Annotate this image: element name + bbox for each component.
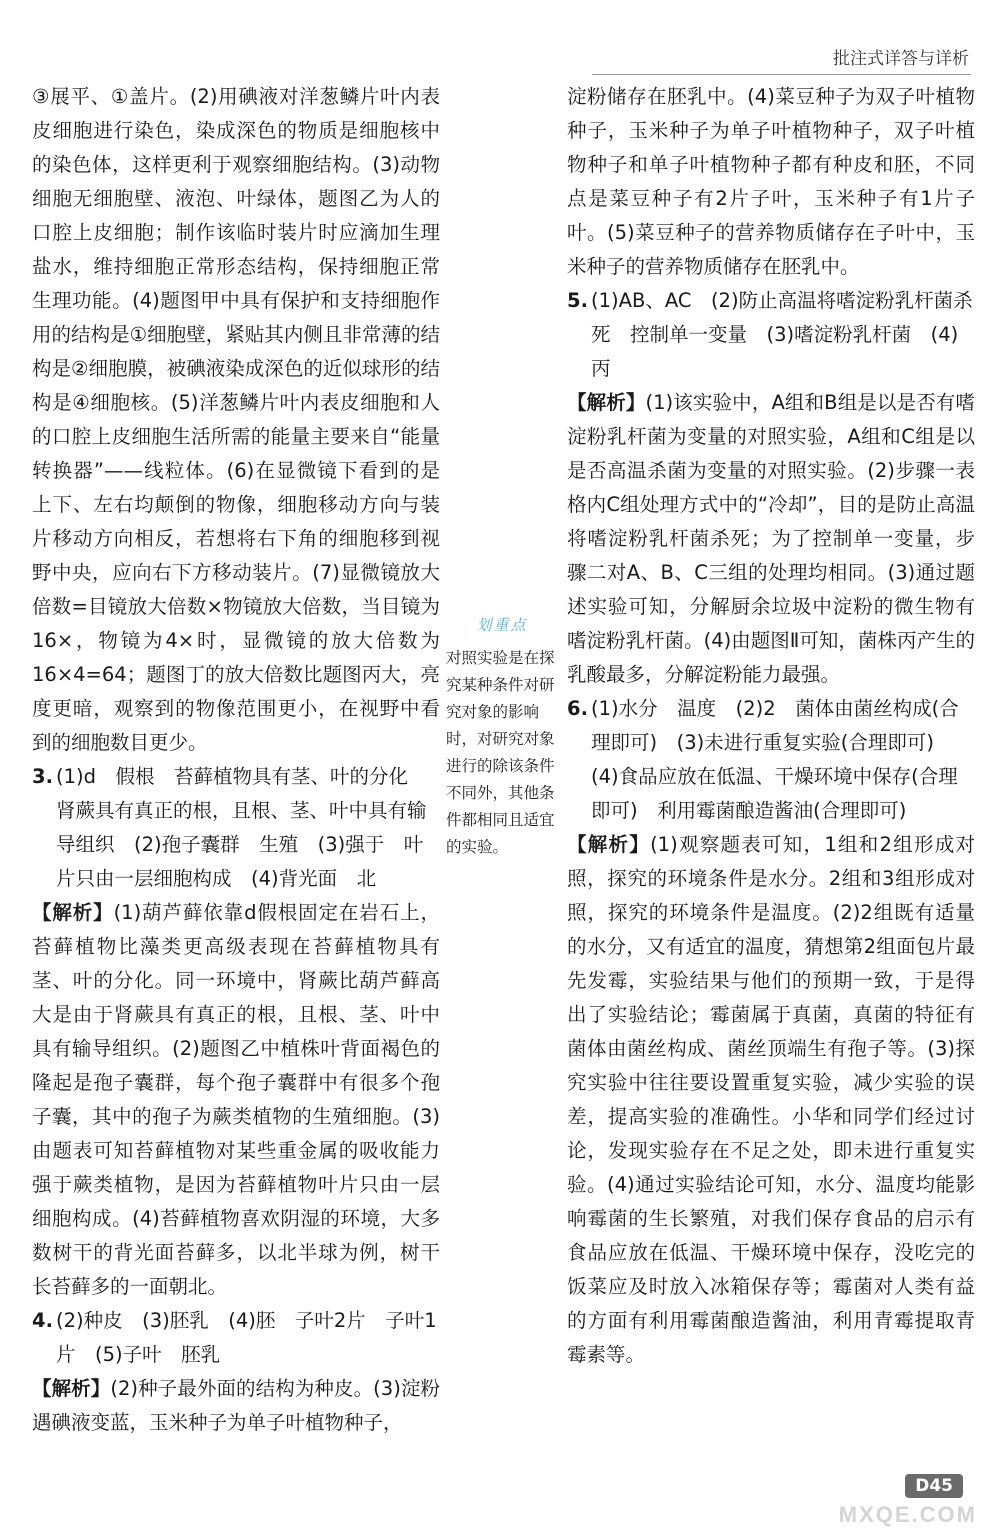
analysis-label: 【解析】 bbox=[32, 1377, 111, 1400]
question-5-number: 5. bbox=[567, 289, 588, 312]
side-note bbox=[446, 612, 558, 861]
question-3-number: 3. bbox=[32, 765, 53, 788]
side-note-text: 对照实验是在探究某种条件对研究对象的影响时，对研究对象进行的除该条件不同外，其他条件都相同且适宜的实验。 bbox=[446, 649, 555, 856]
intro-paragraph: ③展平、①盖片。(2)用碘液对洋葱鳞片叶内表皮细胞进行染色，染成深色的物质是细胞核中的染色体，这样更利于观察细胞结构。(3)动物细胞无细胞壁、液泡、叶绿体，题图乙为人的口腔上皮细胞；制作该临时装片时应滴加生理盐水，维持细胞正常形态结构，保持细胞正常生理功能。(4)题图甲中具有保护和支持细胞作用的结构是①细胞壁，紧贴其内侧且非常薄的结构是②细胞膜，被碘液染成深色的近似球形的结构是④细胞核。(5)洋葱鳞片叶内表皮细胞和人的口腔上皮细胞生活所需的能量主要来自“能量转换器”——线粒体。(6)在显微镜下看到的是上下、左右均颠倒的物像，细胞移动方向与装片移动方向相反，若想将右下角的细胞移到视野中央，应向右下方移动装片。(7)显微镜放大倍数=目镜放大倍数×物镜放大倍数，当目镜为16×，物镜为4×时，显微镜的放大倍数为16×4=64；题图丁的放大倍数比题图丙大，亮度更暗，观察到的物像范围更小，在视野中看到的细胞数目更少。 bbox=[32, 85, 440, 754]
analysis-label: 【解析】 bbox=[32, 901, 114, 924]
watermark: MXQE.COM bbox=[838, 1502, 977, 1527]
header-rule bbox=[592, 74, 971, 75]
question-4-analysis bbox=[32, 1372, 440, 1440]
question-5-analysis bbox=[567, 386, 975, 692]
question-5-analysis-text: (1)该实验中，A组和B组是以是否有嗜淀粉乳杆菌为变量的对照实验，A组和C组是以是否高温杀菌为变量的对照实验。(2)步骤一表格内C组处理方式中的“冷却”，目的是防止高温将嗜淀粉乳杆菌杀死；为了控制单一变量，步骤二对A、B、C三组的处理均相同。(3)通过题述实验可知，分解厨余垃圾中淀粉的微生物有嗜淀粉乳杆菌。(4)由题图Ⅱ可知，菌株丙产生的乳酸最多，分解淀粉能力最强。 bbox=[567, 391, 975, 686]
question-3-analysis-text: (1)葫芦藓依靠d假根固定在岩石上，苔藓植物比藻类更高级表现在苔藓植物具有茎、叶的分化。同一环境中，肾蕨比葫芦藓高大是由于肾蕨具有真正的根，且根、茎、叶中具有输导组织。(2)题图乙中植株叶背面褐色的隆起是孢子囊群，每个孢子囊群中有很多个孢子囊，其中的孢子为蕨类植物的生殖细胞。(3)由题表可知苔藓植物对某些重金属的吸收能力强于蕨类植物，是因为苔藓植物叶片只由一层细胞构成。(4)苔藓植物喜欢阴湿的环境，大多数树干的背光面苔藓多，以北半球为例，树干长苔藓多的一面朝北。 bbox=[32, 901, 440, 1298]
question-4-answer-text: (2)种皮 (3)胚乳 (4)胚 子叶2片 子叶1片 (5)子叶 胚乳 bbox=[56, 1309, 437, 1366]
question-6-analysis-text: (1)观察题表可知，1组和2组形成对照，探究的环境条件是水分。2组和3组形成对照，探究的环境条件是温度。(2)2组既有适量的水分，又有适宜的温度，猜想第2组面包片最先发霉，实验结果与他们的预期一致，于是得出了实验结论；霉菌属于真菌，真菌的特征有菌体由菌丝构成、菌丝顶端生有孢子等。(3)探究实验中往往要设置重复实验，减少实验的误差，提高实验的准确性。小华和同学们经过讨论，发现实验存在不足之处，即未进行重复实验。(4)通过实验结论可知，水分、温度均能影响霉菌的生长繁殖，对我们保存食品的启示有食品应放在低温、干燥环境中保存，没吃完的饭菜应及时放入冰箱保存等；霉菌对人类有益的方面有利用霉菌酿造酱油，利用青霉提取青霉素等。 bbox=[567, 833, 975, 1366]
side-note-title: 划重点 bbox=[476, 616, 528, 634]
right-column bbox=[567, 80, 975, 1372]
question-6-answer bbox=[567, 692, 975, 828]
analysis-label: 【解析】 bbox=[567, 833, 651, 856]
analysis-label: 【解析】 bbox=[567, 391, 646, 414]
question-6-analysis bbox=[567, 828, 975, 1372]
continued-paragraph: 淀粉储存在胚乳中。(4)菜豆种子为双子叶植物种子，玉米种子为单子叶植物种子，双子叶植物种子和单子叶植物种子都有种皮和胚，不同点是菜豆种子有2片子叶，玉米种子有1片子叶。(5)菜豆种子的营养物质储存在子叶中，玉米种子的营养物质储存在胚乳中。 bbox=[567, 85, 975, 278]
left-column bbox=[32, 80, 440, 1440]
question-4-number: 4. bbox=[32, 1309, 53, 1332]
question-3-answer-text: (1)d 假根 苔藓植物具有茎、叶的分化 肾蕨具有真正的根，且根、茎、叶中具有输导组织 (2)孢子囊群 生殖 (3)强于 叶片只由一层细胞构成 (4)背光面 北 bbox=[56, 765, 428, 890]
question-3-answer bbox=[32, 760, 440, 896]
question-6-answer-text: (1)水分 温度 (2)2 菌体由菌丝构成(合理即可) (3)未进行重复实验(合理即可) (4)食品应放在低温、干燥环境中保存(合理即可) 利用霉菌酿造酱油(合理即可) bbox=[591, 697, 959, 822]
header-tag: 批注式详答与详析 bbox=[833, 49, 969, 69]
page-number: D45 bbox=[905, 1474, 963, 1498]
question-5-answer-text: (1)AB、AC (2)防止高温将嗜淀粉乳杆菌杀死 控制单一变量 (3)嗜淀粉乳杆菌 (4)丙 bbox=[591, 289, 973, 380]
question-6-number: 6. bbox=[567, 697, 588, 720]
question-4-analysis-text: (2)种子最外面的结构为种皮。(3)淀粉遇碘液变蓝，玉米种子为单子叶植物种子， bbox=[32, 1377, 440, 1434]
question-5-answer bbox=[567, 284, 975, 386]
question-3-analysis bbox=[32, 896, 440, 1304]
question-4-answer bbox=[32, 1304, 440, 1372]
